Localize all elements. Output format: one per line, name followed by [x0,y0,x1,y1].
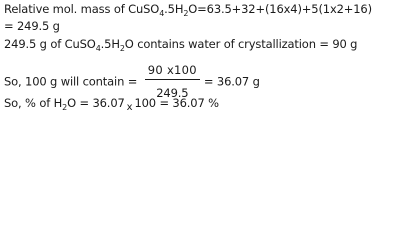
text-segment: = 36.07 g [203,74,260,89]
water-content-line [4,37,357,51]
text-segment: So, 100 g will contain = [4,74,141,89]
fraction-numerator: 90 x100 [145,63,200,80]
text-segment: .5H [100,37,120,51]
relative-mass-line [4,2,372,16]
subscript: 2 [183,9,189,18]
text-segment: .5H [164,2,184,16]
text-segment: Relative mol. mass of CuSO [4,2,160,16]
result-line [4,19,60,33]
text-segment: O = 36.07 [67,96,125,110]
text-segment: O contains water of crystallization = 90 g [124,37,358,51]
percentage-line [4,96,219,112]
multiply-sign: x [126,102,133,113]
subscript: 4 [95,44,101,53]
fraction-denominator: 249.5 [156,86,189,100]
text-segment: 100 = 36.07 % [134,96,219,110]
text-segment: = 249.5 g [4,19,60,33]
subscript: 2 [119,44,125,53]
text-segment: 249.5 g of CuSO [4,37,96,51]
subscript: 4 [159,9,165,18]
text-segment: O=63.5+32+(16x4)+5(1x2+16) [188,2,372,16]
fraction-line [4,63,260,100]
text-segment: So, % of H [4,96,63,110]
fraction [145,63,200,100]
subscript: 2 [62,103,68,112]
